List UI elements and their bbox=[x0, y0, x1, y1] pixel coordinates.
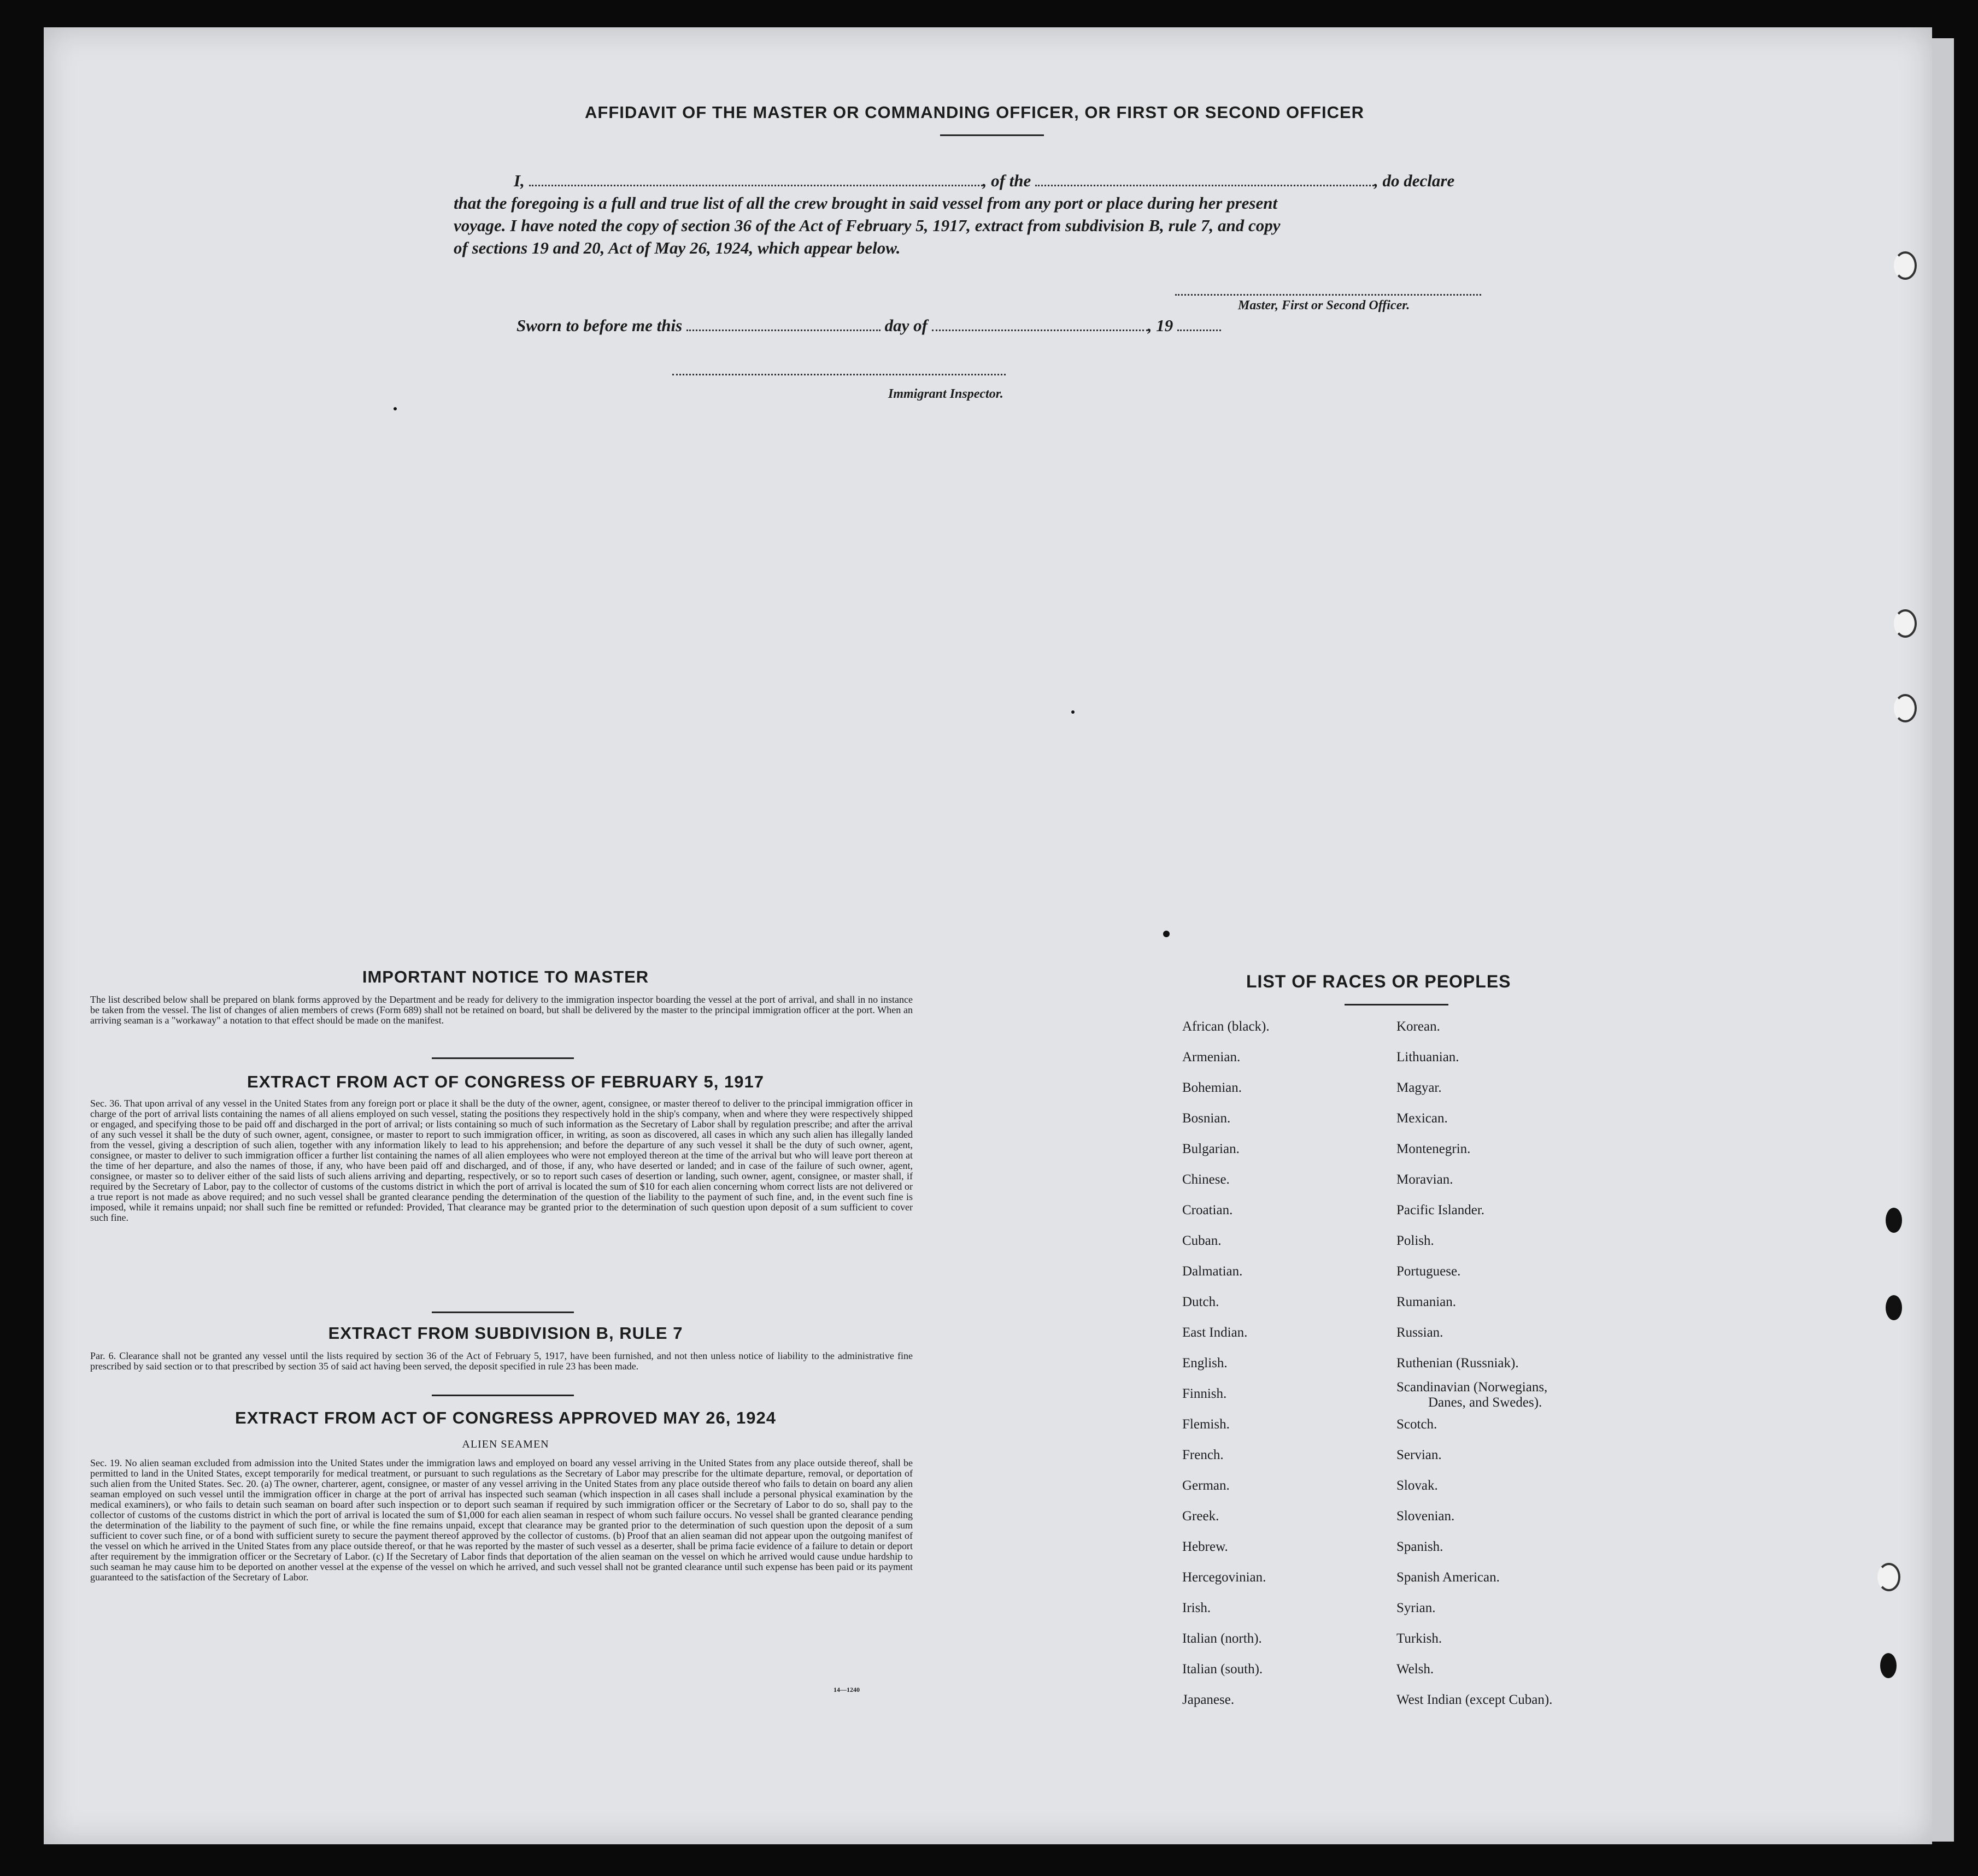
race-item: Bosnian. bbox=[1182, 1111, 1231, 1126]
declaration-line-4: of sections 19 and 20, Act of May 26, 1924, which appear below. bbox=[454, 238, 901, 257]
inspector-signature-field[interactable] bbox=[672, 374, 1006, 375]
race-item: Moravian. bbox=[1396, 1172, 1453, 1187]
extract-1917-text: Sec. 36. That upon arrival of any vessel in the United States from any foreign port or place it shall be the duty of the owner, agent, consignee, or master thereof to deliver to the principal immigration officer in charge of the port of arrival lists containing the names of all aliens employed on such vessel, stating the positions they respectively hold in the ship's company, when and where they were respectively shipped or engaged, and specifying those to be paid off and discharged in the port of arrival; or lists containing so much of such information as the Secretary of Labor shall by regulation prescribe; and after the arrival of any such vessel it shall be the duty of such owner, agent, consignee, or master to report to such immigration officer, in writing, as soon as discovered, all cases in which any such alien has illegally landed from the vessel, giving a description of such alien, together with any information likely to lead to his apprehension; and before the departure of any such vessel it shall be the duty of such owner, agent, consignee, or master to deliver to such immigration officer a further list containing the names of all alien employees who were not employed thereon at the time of the arrival but who will leave port thereon at the time of her departure, and also the names of those, if any, who have been paid off and discharged, and of those, if any, who have deserted or landed; and in case of the failure of such owner, agent, consignee, or master so to deliver either of the said lists of such aliens arriving and departing, respectively, or so to report such cases of desertion or landing, such owner, agent, consignee, or master shall, if required by the Secretary of Labor, pay to the collector of customs of the customs district in which the port of arrival is located the sum of $10 for each alien concerning whom correct lists are not delivered or a true report is not made as above required; and no such vessel shall be granted clearance pending the determination of the question of the liability to the payment of such fine, and, in the event such fine is imposed, while it remains unpaid; nor shall such fine be remitted or refunded: Provided, That clearance may be granted prior to the determination of such question upon deposit of a sum sufficient to cover such fine. bbox=[90, 1098, 913, 1223]
ink-speck bbox=[1071, 710, 1075, 714]
binder-hole-icon bbox=[1877, 1563, 1900, 1591]
extract-1924-text: Sec. 19. No alien seaman excluded from admission into the United States under the immigration laws and employed on board any vessel arriving in the United States from any place outside thereof, shall be permitted to land in the United States, except temporarily for medical treatment, or pursuant to such regulations as the Secretary of Labor may prescribe for the ultimate departure, removal, or deportation of such alien from the United States. Sec. 20. (a) The owner, charterer, agent, consignee, or master of any vessel arriving in the United States from any place outside thereof who fails to detain on board any alien seaman employed on such vessel until the immigration officer in charge at the port of arrival has inspected such seaman (which inspection in all cases shall include a personal physical examination by the medical examiners), or who fails to detain such seaman on board after such inspection or to deport such seaman if required by such immigration officer or the Secretary of Labor to do so, shall pay to the collector of customs of the customs district in which the port of arrival is located the sum of $1,000 for each alien seaman in respect of whom such failure occurs. No vessel shall be granted clearance pending the determination of the liability to the payment of such fine, or while the fine remains unpaid, except that clearance may be granted prior to the determination of such question upon the deposit of a sum sufficient to cover such fine, or of a bond with sufficient surety to secure the payment thereof approved by the collector of customs. (b) Proof that an alien seaman did not appear upon the outgoing manifest of the vessel on which he arrived in the United States from any place outside thereof, or that he was reported by the master of such vessel as a deserter, shall be prima facie evidence of a failure to detain or deport after requirement by the immigration officer or the Secretary of Labor. (c) If the Secretary of Labor finds that deportation of the alien seaman on the vessel on which he arrived would cause undue hardship to such seaman he may cause him to be deported on another vessel at the expense of the vessel on which he arrived, and such vessel shall not be granted clearance until such expense has been paid or its payment guaranteed to the satisfaction of the Secretary of Labor. bbox=[90, 1457, 913, 1583]
sworn-day-of: day of bbox=[884, 316, 928, 335]
race-item: Spanish. bbox=[1396, 1539, 1443, 1554]
race-item: East Indian. bbox=[1182, 1325, 1248, 1340]
race-item: Polish. bbox=[1396, 1233, 1434, 1248]
affidavit-title: AFFIDAVIT OF THE MASTER OR COMMANDING OFFICER, OR FIRST OR SECOND OFFICER bbox=[585, 103, 1365, 122]
extract-rule7-divider bbox=[432, 1395, 574, 1396]
race-item: Korean. bbox=[1396, 1019, 1440, 1034]
binder-hole-icon bbox=[1894, 609, 1917, 638]
form-number: 14—1240 bbox=[834, 1686, 860, 1693]
race-item: Japanese. bbox=[1182, 1692, 1235, 1707]
race-item: Italian (north). bbox=[1182, 1631, 1262, 1646]
declaration-of-the: , of the bbox=[982, 171, 1031, 190]
race-item: English. bbox=[1182, 1356, 1228, 1371]
race-item: Pacific Islander. bbox=[1396, 1203, 1485, 1218]
notice-divider bbox=[432, 1057, 574, 1059]
race-item: African (black). bbox=[1182, 1019, 1270, 1034]
sworn-year-prefix: , 19 bbox=[1147, 316, 1173, 335]
binder-hole-icon bbox=[1886, 1295, 1902, 1320]
race-item: Turkish. bbox=[1396, 1631, 1442, 1646]
officer-name-field[interactable] bbox=[529, 170, 983, 186]
race-item: Cuban. bbox=[1182, 1233, 1222, 1248]
race-item: Ruthenian (Russniak). bbox=[1396, 1356, 1519, 1371]
race-item: Chinese. bbox=[1182, 1172, 1230, 1187]
notice-title: IMPORTANT NOTICE TO MASTER bbox=[362, 967, 649, 986]
race-item: Rumanian. bbox=[1396, 1295, 1457, 1309]
race-item: Armenian. bbox=[1182, 1050, 1241, 1065]
race-item-line2: Danes, and Swedes). bbox=[1428, 1395, 1542, 1410]
binder-hole-icon bbox=[1894, 694, 1917, 722]
race-item: Scotch. bbox=[1396, 1417, 1437, 1432]
extract-rule7-title: EXTRACT FROM SUBDIVISION B, RULE 7 bbox=[328, 1324, 683, 1343]
race-item: Bulgarian. bbox=[1182, 1142, 1240, 1156]
race-item: Welsh. bbox=[1396, 1662, 1434, 1677]
sworn-year-field[interactable] bbox=[1177, 316, 1221, 331]
races-title: LIST OF RACES OR PEOPLES bbox=[1246, 972, 1511, 991]
extract-1917-divider bbox=[432, 1312, 574, 1313]
race-item: Finnish. bbox=[1182, 1386, 1227, 1401]
race-item: West Indian (except Cuban). bbox=[1396, 1692, 1553, 1707]
race-item: Dalmatian. bbox=[1182, 1264, 1243, 1279]
race-item: Montenegrin. bbox=[1396, 1142, 1471, 1156]
sworn-text: Sworn to before me this bbox=[516, 316, 683, 335]
extract-1924-title: EXTRACT FROM ACT OF CONGRESS APPROVED MAY 26, 1924 bbox=[235, 1408, 776, 1427]
race-item: Bohemian. bbox=[1182, 1080, 1242, 1095]
declaration-line-2: that the foregoing is a full and true list of all the crew brought in said vessel from any port or place during her present bbox=[454, 193, 1278, 213]
master-signature-label: Master, First or Second Officer. bbox=[1238, 298, 1410, 313]
race-item: Lithuanian. bbox=[1396, 1050, 1459, 1065]
race-item: French. bbox=[1182, 1448, 1224, 1462]
ink-speck bbox=[394, 407, 397, 410]
race-item: Syrian. bbox=[1396, 1601, 1436, 1615]
extract-1924-subtitle: ALIEN SEAMEN bbox=[462, 1438, 549, 1450]
race-item: Hercegovinian. bbox=[1182, 1570, 1266, 1585]
title-divider bbox=[940, 134, 1044, 136]
race-item: Servian. bbox=[1396, 1448, 1442, 1462]
ink-speck bbox=[1163, 931, 1170, 937]
declaration-i: I, bbox=[514, 171, 525, 190]
sworn-line bbox=[516, 316, 1221, 336]
sworn-day-field[interactable] bbox=[686, 316, 881, 331]
inspector-label: Immigrant Inspector. bbox=[888, 387, 1003, 401]
race-item: Flemish. bbox=[1182, 1417, 1230, 1432]
binder-hole-icon bbox=[1880, 1653, 1897, 1678]
race-item: German. bbox=[1182, 1478, 1230, 1493]
races-divider bbox=[1345, 1004, 1448, 1005]
binder-hole-icon bbox=[1894, 251, 1917, 280]
race-item: Slovenian. bbox=[1396, 1509, 1455, 1524]
master-signature-field[interactable] bbox=[1175, 294, 1481, 296]
declaration-line-3: voyage. I have noted the copy of section 36 of the Act of February 5, 1917, extract from subdivision B, rule 7, and copy bbox=[454, 216, 1281, 235]
race-item-line1: Scandinavian (Norwegians, bbox=[1396, 1380, 1548, 1395]
race-item: Croatian. bbox=[1182, 1203, 1233, 1218]
race-item: Hebrew. bbox=[1182, 1539, 1228, 1554]
race-item: Greek. bbox=[1182, 1509, 1219, 1524]
race-item: Slovak. bbox=[1396, 1478, 1438, 1493]
race-item: Mexican. bbox=[1396, 1111, 1448, 1126]
race-item: Portuguese. bbox=[1396, 1264, 1461, 1279]
race-item: Dutch. bbox=[1182, 1295, 1219, 1309]
race-item: Spanish American. bbox=[1396, 1570, 1500, 1585]
race-item: Russian. bbox=[1396, 1325, 1443, 1340]
race-item: Magyar. bbox=[1396, 1080, 1442, 1095]
sworn-month-field[interactable] bbox=[932, 316, 1148, 331]
declaration-declare: , do declare bbox=[1374, 171, 1455, 190]
adjacent-page-edge bbox=[1932, 38, 1954, 1842]
affidavit-declaration bbox=[454, 169, 1525, 259]
races-left-column bbox=[1182, 1019, 1270, 1723]
extract-1917-title: EXTRACT FROM ACT OF CONGRESS OF FEBRUARY 5, 1917 bbox=[247, 1072, 764, 1091]
races-right-column bbox=[1396, 1019, 1552, 1723]
binder-hole-icon bbox=[1886, 1208, 1902, 1233]
vessel-name-field[interactable] bbox=[1035, 170, 1374, 186]
race-item bbox=[1396, 1380, 1552, 1417]
race-item: Italian (south). bbox=[1182, 1662, 1263, 1677]
extract-rule7-text: Par. 6. Clearance shall not be granted any vessel until the lists required by section 36 of the Act of February 5, 1917, have been furnished, and not then unless notice of liability to the administrative fine prescribed by said section or to that prescribed by section 35 of said act having been served, the deposit specified in rule 23 has been made. bbox=[90, 1350, 913, 1372]
notice-text: The list described below shall be prepared on blank forms approved by the Department and be ready for delivery to the immigration inspector boarding the vessel at the port of arrival, and shall in no instance be taken from the vessel. The list of changes of alien members of crews (Form 689) shall not be retained on board, but shall be delivered by the master to the principal immigration officer at the port. When an arriving seaman is a "workaway" a notation to that effect should be made on the manifest. bbox=[90, 994, 913, 1026]
race-item: Irish. bbox=[1182, 1601, 1211, 1615]
